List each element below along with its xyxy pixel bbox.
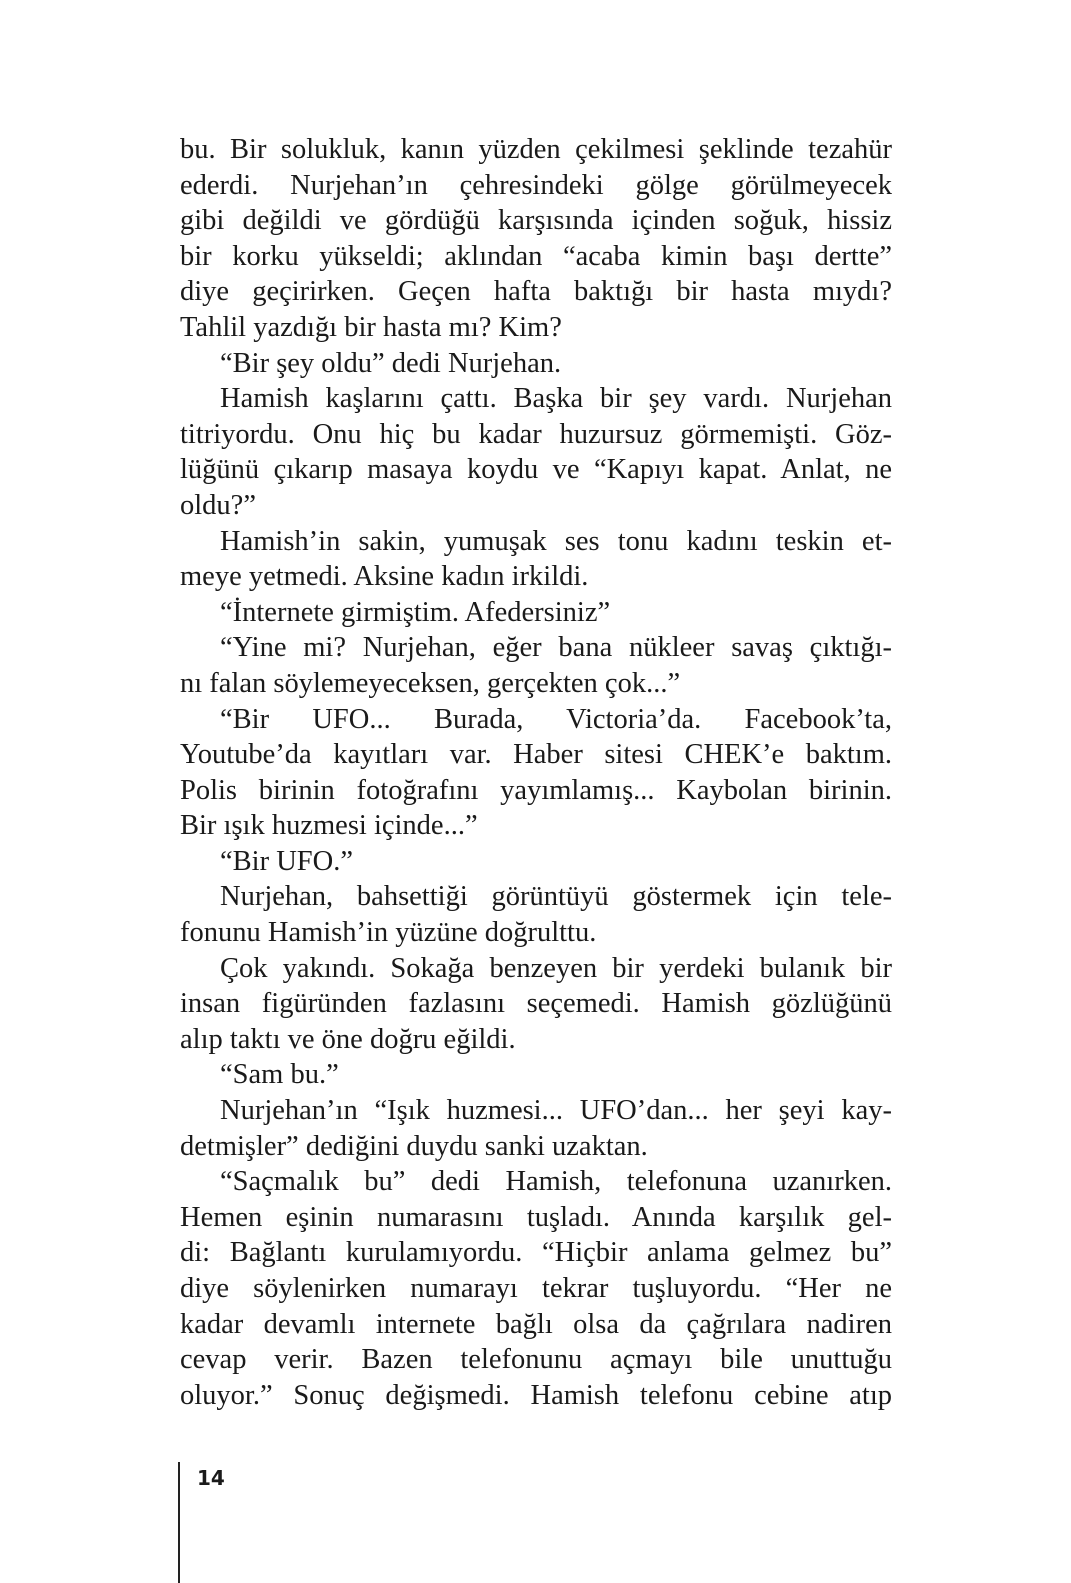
text-line: “İnternete girmiştim. Afedersiniz” bbox=[220, 596, 611, 628]
text-line: alıp taktı ve öne doğru eğildi. bbox=[180, 1023, 516, 1055]
page-number-rule bbox=[178, 1462, 180, 1583]
text-line: Çok yakındı. Sokağa benzeyen bir yerdeki bulanık bir bbox=[220, 952, 892, 984]
text-line: bir korku yükseldi; aklından “acaba kimin başı dertte” bbox=[180, 240, 892, 272]
text-line: Polis birinin fotoğrafını yayımlamış... Kaybolan birinin. bbox=[180, 774, 892, 806]
text-line: “Bir UFO.” bbox=[220, 845, 353, 877]
text-line: fonunu Hamish’in yüzüne doğrulttu. bbox=[180, 917, 597, 949]
text-line: insan figüründen fazlasını seçemedi. Hamish gözlüğünü bbox=[180, 988, 892, 1020]
text-line: Hamish kaşlarını çattı. Başka bir şey vardı. Nurjehan bbox=[220, 383, 892, 415]
text-line: nı falan söylemeyeceksen, gerçekten çok...” bbox=[180, 667, 681, 699]
text-line: titriyordu. Onu hiç bu kadar huzursuz görmemişti. Göz- bbox=[180, 418, 892, 450]
text-line: cevap verir. Bazen telefonunu açmayı bile unuttuğu bbox=[180, 1344, 892, 1376]
text-line: “Yine mi? Nurjehan, eğer bana nükleer savaş çıktığı- bbox=[220, 632, 892, 664]
text-line: “Saçmalık bu” dedi Hamish, telefonuna uzanırken. bbox=[220, 1166, 892, 1198]
text-line: ederdi. Nurjehan’ın çehresindeki gölge görülmeyecek bbox=[180, 169, 892, 201]
text-line: Nurjehan, bahsettiği görüntüyü göstermek için tele- bbox=[220, 881, 892, 913]
text-line: kadar devamlı internete bağlı olsa da çağrılara nadiren bbox=[180, 1308, 892, 1340]
text-line: Youtube’da kayıtları var. Haber sitesi CHEK’e baktım. bbox=[180, 739, 892, 771]
text-line: diye geçirirken. Geçen hafta baktığı bir hasta mıydı? bbox=[180, 276, 892, 308]
text-line: Tahlil yazdığı bir hasta mı? Kim? bbox=[180, 311, 562, 343]
text-line: “Sam bu.” bbox=[220, 1059, 339, 1091]
text-line: Hemen eşinin numarasını tuşladı. Anında karşılık gel- bbox=[180, 1201, 892, 1233]
text-line: di: Bağlantı kurulamıyordu. “Hiçbir anlama gelmez bu” bbox=[180, 1237, 892, 1269]
text-line: “Bir UFO... Burada, Victoria’da. Facebook’ta, bbox=[220, 703, 892, 735]
text-line: lüğünü çıkarıp masaya koydu ve “Kapıyı kapat. Anlat, ne bbox=[180, 454, 892, 486]
text-line: bu. Bir solukluk, kanın yüzden çekilmesi şeklinde tezahür bbox=[180, 134, 892, 165]
body-text bbox=[180, 132, 892, 1413]
text-line: “Bir şey oldu” dedi Nurjehan. bbox=[220, 347, 562, 379]
page-number: 14 bbox=[197, 1466, 225, 1490]
text-line: Bir ışık huzmesi içinde...” bbox=[180, 810, 478, 842]
text-line: Nurjehan’ın “Işık huzmesi... UFO’dan... her şeyi kay- bbox=[220, 1095, 892, 1127]
text-line: diye söylenirken numarayı tekrar tuşluyordu. “Her ne bbox=[180, 1273, 892, 1304]
text-line: oldu?” bbox=[180, 489, 256, 521]
text-line: detmişler” dediğini duydu sanki uzaktan. bbox=[180, 1130, 648, 1162]
text-line: oluyor.” Sonuç değişmedi. Hamish telefonu cebine atıp bbox=[180, 1379, 892, 1411]
text-line: Hamish’in sakin, yumuşak ses tonu kadını teskin et- bbox=[220, 525, 892, 557]
text-line: meye yetmedi. Aksine kadın irkildi. bbox=[180, 561, 589, 593]
text-line: gibi değildi ve gördüğü karşısında içinden soğuk, hissiz bbox=[180, 205, 892, 237]
